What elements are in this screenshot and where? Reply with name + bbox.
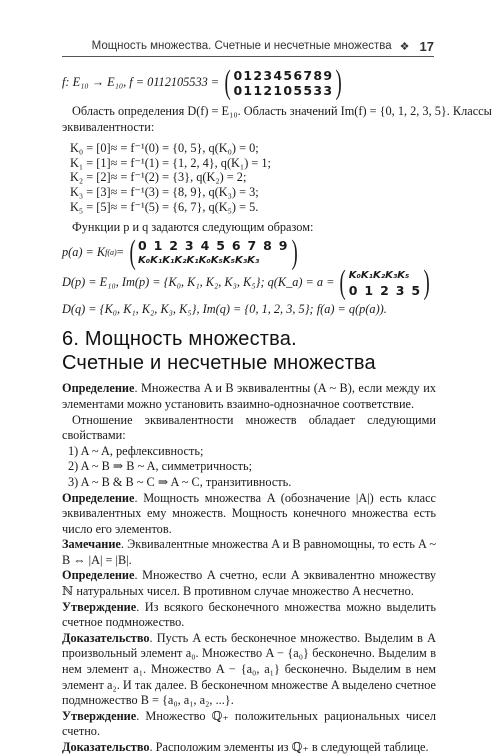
class-k0: K₀ = [0]≈ = f⁻¹(0) = {0, 5}, q(K₀) = 0; bbox=[70, 141, 259, 156]
remark-label: Замечание bbox=[62, 537, 121, 552]
function-f-line bbox=[62, 64, 436, 101]
definition-label: Определение bbox=[62, 381, 135, 396]
page-number: 17 bbox=[419, 38, 434, 54]
definition-equivalent bbox=[62, 381, 436, 412]
running-title: Мощность множества. Счетные и несчетные множества bbox=[91, 40, 392, 52]
section-title-line-2: Счетные и несчетные множества bbox=[62, 352, 376, 375]
functions-intro: Функции p и q задаются следующим образом: bbox=[72, 220, 314, 235]
class-k1: K₁ = [1]≈ = f⁻¹(1) = {1, 2, 4}, q(K₁) = 1; bbox=[70, 155, 271, 170]
section-body bbox=[62, 381, 436, 755]
q-matrix-bottom: 0 1 2 3 5 bbox=[348, 282, 422, 298]
domain-range-line-2: эквивалентности: bbox=[62, 119, 155, 134]
function-f-lhs: f: E₁₀ → E₁₀, f = 0112105533 = bbox=[62, 75, 220, 90]
section-title-line-1: 6. Мощность множества. bbox=[62, 328, 297, 351]
p-matrix-top: 0 1 2 3 4 5 6 7 8 9 bbox=[137, 237, 289, 253]
statement-1 bbox=[62, 600, 436, 631]
equivalence-classes bbox=[70, 141, 436, 214]
dq-line: D(q) = {K₀, K₁, K₂, K₃, K₅}, Im(q) = {0, 1, 2, 3, 5}; f(a) = q(p(a)). bbox=[62, 301, 387, 316]
statement-text: . Множество ℚ₊ положительных рациональных чисел счетно. bbox=[62, 708, 436, 739]
statement-label: Утверждение bbox=[62, 599, 137, 614]
properties-intro: Отношение эквивалентности множеств обладает следующими свойствами: bbox=[62, 412, 436, 443]
matrix-top-row: 0123456789 bbox=[233, 68, 334, 83]
p-matrix: ( 0 1 2 3 4 5 6 7 8 9 K₀K₁K₁K₂K₁K₀K₅K₅K₃K₃ ) bbox=[129, 233, 298, 271]
p-definition bbox=[62, 233, 436, 271]
class-k5: K₅ = [5]≈ = f⁻¹(5) = {6, 7}, q(K₅) = 5. bbox=[70, 199, 259, 214]
statement-text: . Из всякого бесконечного множества можно выделить счетное подмножество. bbox=[62, 599, 436, 630]
proof-2 bbox=[62, 740, 436, 756]
ornament-icon: ❖ bbox=[399, 40, 410, 53]
page-content bbox=[62, 64, 492, 756]
property-2: 2) A ~ B ⇒ B ~ A, симметричность; bbox=[68, 459, 253, 474]
remark-text: . Эквивалентные множества A и B равномощны, то есть A ~ B ⇔ |A| = |B|. bbox=[62, 537, 436, 567]
proof-1 bbox=[62, 631, 436, 709]
definition-text: . Множество A счетно, если A эквивалентно множеству ℕ натуральных чисел. В противном случае множество A несчетно. bbox=[62, 568, 436, 599]
class-k2: K₂ = [2]≈ = f⁻¹(2) = {3}, q(K₂) = 2; bbox=[70, 170, 247, 185]
property-1: 1) A ~ A, рефлексивность; bbox=[68, 443, 204, 458]
q-matrix: ( K₀K₁K₂K₃K₅ 0 1 2 3 5 ) bbox=[339, 263, 431, 301]
statement-label: Утверждение bbox=[62, 708, 137, 723]
running-header bbox=[62, 38, 434, 54]
definition-text: . Мощность множества A (обозначение |A|) есть класс эквивалентных ему множеств. Мощность конечного множества есть число его элементов. bbox=[62, 490, 436, 536]
matrix-bottom-row: 0112105533 bbox=[233, 83, 334, 98]
definition-label: Определение bbox=[62, 490, 135, 505]
property-3: 3) A ~ B & B ~ C ⇒ A ~ C, транзитивность. bbox=[68, 474, 292, 489]
function-f-matrix: ( 0123456789 0112105533 ) bbox=[224, 64, 343, 101]
proof-label: Доказательство bbox=[62, 630, 150, 645]
statement-2 bbox=[62, 709, 436, 740]
domain-range-line-1: Область определения D(f) = E₁₀. Область значений Im(f) = {0, 1, 2, 3, 5}. Классы bbox=[72, 104, 492, 118]
proof-text: . Расположим элементы из ℚ₊ в следующей таблице. bbox=[149, 740, 429, 754]
section-title bbox=[62, 327, 436, 375]
header-rule bbox=[62, 56, 434, 57]
definition-text: . Множества A и B эквивалентны (A ~ B), если между их элементами можно установить взаимно-однозначное соответствие. bbox=[62, 381, 436, 411]
p-matrix-bottom: K₀K₁K₁K₂K₁K₀K₅K₅K₃K₃ bbox=[137, 254, 260, 266]
remark bbox=[62, 537, 436, 568]
p-def-lhs-sub: f(a) bbox=[105, 247, 117, 257]
class-k3: K₃ = [3]≈ = f⁻¹(3) = {8, 9}, q(K₃) = 3; bbox=[70, 184, 259, 199]
q-matrix-top: K₀K₁K₂K₃K₅ bbox=[348, 269, 410, 281]
dp-text: D(p) = E₁₀, Im(p) = {K₀, K₁, K₂, K₃, K₅}; q(K_a) = a = bbox=[62, 274, 335, 289]
proof-text: . Пусть A есть бесконечное множество. Выделим в A произвольный элемент a₀. Множество A − {a₀} бесконечно. Выделим в нем элемент a₁. Множество A − {a₀, a₁} бесконечно. Выделим в нем элемент a₂. И так далее. В бесконечном множестве A выделено счетное подмножество B = {a₀, a₁, a₂, ...}. bbox=[62, 630, 436, 708]
proof-label: Доказательство bbox=[62, 740, 150, 754]
p-def-lhs-end: = bbox=[116, 244, 124, 259]
definition-countable bbox=[62, 568, 436, 599]
dp-line bbox=[62, 263, 436, 301]
definition-label: Определение bbox=[62, 568, 135, 583]
definition-cardinality bbox=[62, 491, 436, 538]
domain-range-text bbox=[62, 104, 492, 135]
p-def-lhs: p(a) = K bbox=[62, 244, 106, 259]
